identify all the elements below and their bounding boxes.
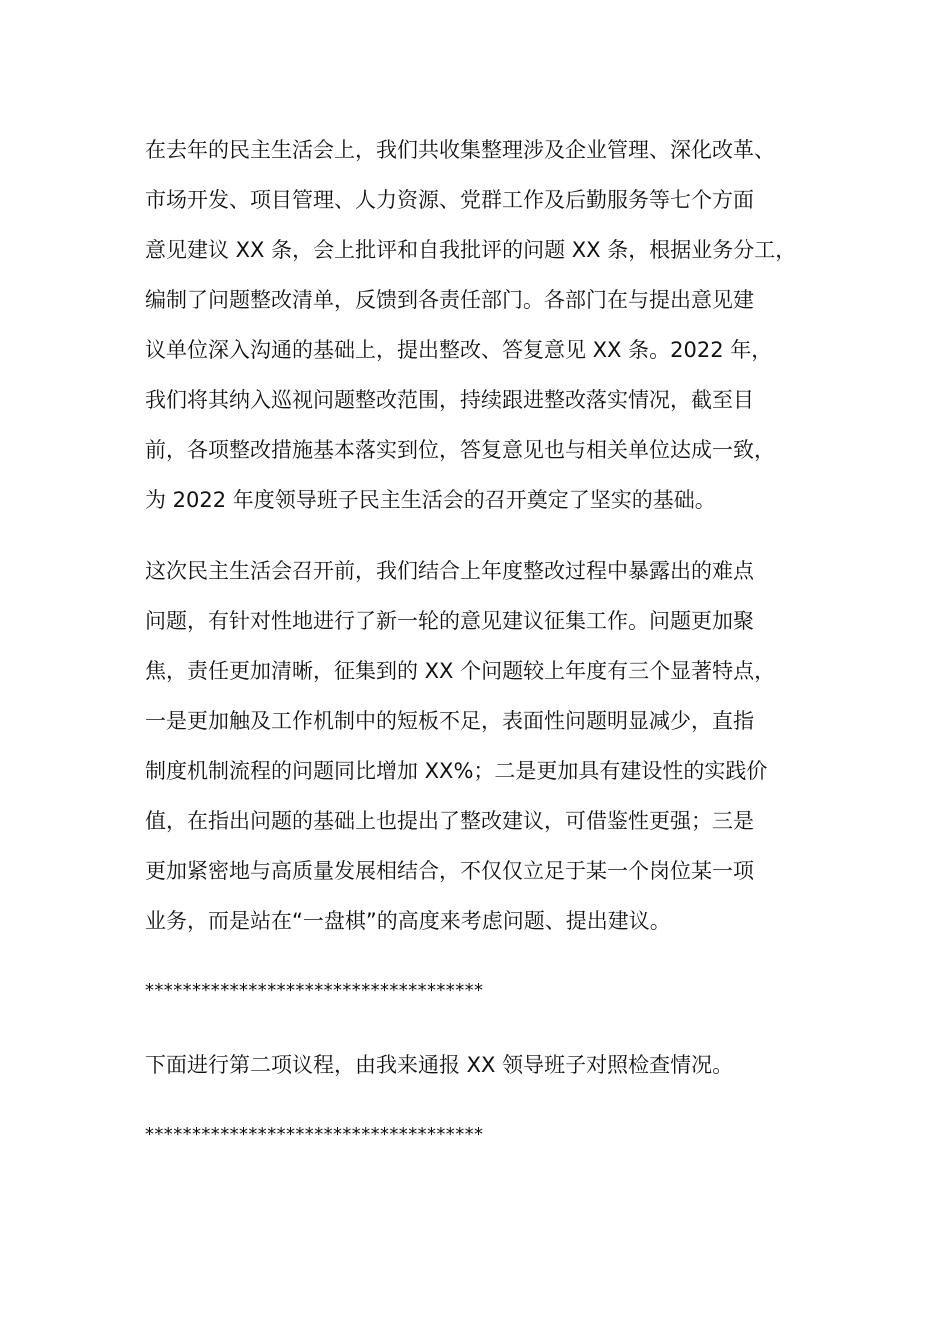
text-line: 议单位深入沟通的基础上，提出整改、答复意见 XX 条。2022 年， (145, 338, 773, 362)
text-line: 为 2022 年度领导班子民主生活会的召开奠定了坚实的基础。 (145, 488, 716, 512)
paragraph-this-year-features (145, 546, 835, 946)
text-line: 更加紧密地与高质量发展相结合，不仅仅立足于某一个岗位某一项 (145, 859, 754, 883)
separator-stars: ************************************ (145, 980, 484, 1001)
agenda-statement (145, 1040, 835, 1090)
paragraph-review-last-year (145, 125, 835, 525)
text-line: 问题，有针对性地进行了新一轮的意见建议征集工作。问题更加聚 (145, 609, 754, 633)
text-line: 编制了问题整改清单，反馈到各责任部门。各部门在与提出意见建 (145, 288, 754, 312)
separator-bottom (145, 1110, 835, 1160)
text-line: 制度机制流程的问题同比增加 XX%；二是更加具有建设性的实践价 (145, 759, 768, 783)
text-line: 我们将其纳入巡视问题整改范围，持续跟进整改落实情况，截至目 (145, 388, 754, 412)
text-line: 这次民主生活会召开前，我们结合上年度整改过程中暴露出的难点 (145, 559, 754, 583)
text-line: 在去年的民主生活会上，我们共收集整理涉及企业管理、深化改革、 (145, 138, 775, 162)
agenda-text: 下面进行第二项议程，由我来通报 XX 领导班子对照检查情况。 (145, 1053, 734, 1077)
separator-stars: ************************************ (145, 1124, 484, 1145)
text-line: 意见建议 XX 条，会上批评和自我批评的问题 XX 条，根据业务分工， (145, 238, 797, 262)
separator-top (145, 966, 835, 1016)
text-line: 一是更加触及工作机制中的短板不足，表面性问题明显减少，直指 (145, 709, 754, 733)
text-line: 值，在指出问题的基础上也提出了整改建议，可借鉴性更强；三是 (145, 809, 754, 833)
text-line: 前，各项整改措施基本落实到位，答复意见也与相关单位达成一致， (145, 438, 775, 462)
text-line: 焦，责任更加清晰，征集到的 XX 个问题较上年度有三个显著特点， (145, 659, 776, 683)
text-line: 市场开发、项目管理、人力资源、党群工作及后勤服务等七个方面 (145, 188, 754, 212)
text-line: 业务，而是站在“一盘棋”的高度来考虑问题、提出建议。 (145, 909, 671, 933)
